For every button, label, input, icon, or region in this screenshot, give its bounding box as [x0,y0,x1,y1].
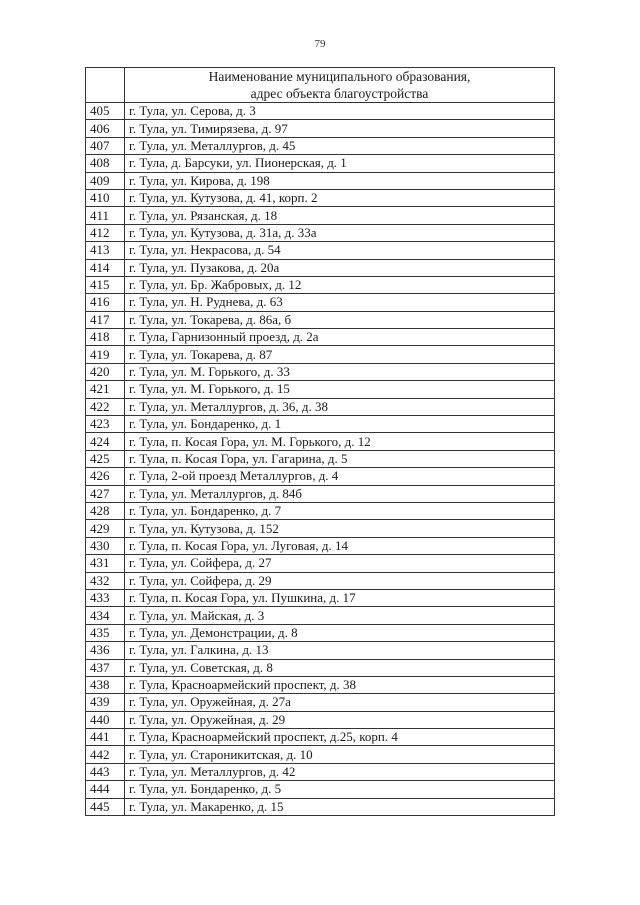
row-address: г. Тула, п. Косая Гора, ул. Луговая, д. 14 [125,537,555,554]
row-address: г. Тула, ул. Староникитская, д. 10 [125,746,555,763]
row-address: г. Тула, Красноармейский проспект, д. 38 [125,676,555,693]
row-address: г. Тула, ул. Н. Руднева, д. 63 [125,294,555,311]
row-number: 413 [86,242,125,259]
row-number: 436 [86,642,125,659]
row-number: 414 [86,259,125,276]
table-row [86,537,555,554]
table-row [86,398,555,415]
row-address: г. Тула, ул. М. Горького, д. 33 [125,363,555,380]
table-row [86,242,555,259]
row-address: г. Тула, Гарнизонный проезд, д. 2а [125,329,555,346]
table-row [86,502,555,519]
row-address: г. Тула, ул. Кирова, д. 198 [125,172,555,189]
row-address: г. Тула, п. Косая Гора, ул. Гагарина, д. 5 [125,450,555,467]
row-number: 423 [86,416,125,433]
row-address: г. Тула, ул. Бондаренко, д. 7 [125,502,555,519]
header-line-1: Наименование муниципального образования, [208,69,471,84]
row-address: г. Тула, ул. Бондаренко, д. 5 [125,781,555,798]
row-number: 408 [86,155,125,172]
table-row [86,450,555,467]
row-address: г. Тула, ул. Кутузова, д. 152 [125,520,555,537]
row-number: 419 [86,346,125,363]
header-line-2: адрес объекта благоустройства [250,86,429,101]
row-address: г. Тула, ул. Советская, д. 8 [125,659,555,676]
row-number: 439 [86,694,125,711]
row-address: г. Тула, 2-ой проезд Металлургов, д. 4 [125,468,555,485]
header-row [86,68,555,103]
table-row [86,798,555,815]
table-row [86,468,555,485]
table-row [86,746,555,763]
row-number: 441 [86,729,125,746]
row-address: г. Тула, ул. Металлургов, д. 45 [125,137,555,154]
row-address: г. Тула, п. Косая Гора, ул. М. Горького, д. 12 [125,433,555,450]
row-address: г. Тула, ул. Майская, д. 3 [125,607,555,624]
table-row [86,520,555,537]
table-header [86,68,555,103]
table-body [86,103,555,816]
table-row [86,363,555,380]
table-row [86,207,555,224]
table-row [86,120,555,137]
table-row [86,659,555,676]
row-address: г. Тула, ул. Металлургов, д. 36, д. 38 [125,398,555,415]
table-row [86,694,555,711]
header-title-cell [125,68,555,103]
row-number: 420 [86,363,125,380]
table-row [86,137,555,154]
row-number: 443 [86,763,125,780]
table-row [86,711,555,728]
row-number: 416 [86,294,125,311]
table-row [86,189,555,206]
row-number: 427 [86,485,125,502]
table-row [86,433,555,450]
row-address: г. Тула, ул. Макаренко, д. 15 [125,798,555,815]
row-address: г. Тула, ул. Галкина, д. 13 [125,642,555,659]
table-row [86,763,555,780]
row-number: 428 [86,502,125,519]
table-row [86,172,555,189]
row-address: г. Тула, ул. М. Горького, д. 15 [125,381,555,398]
row-address: г. Тула, ул. Оружейная, д. 29 [125,711,555,728]
row-address: г. Тула, д. Барсуки, ул. Пионерская, д. 1 [125,155,555,172]
row-number: 412 [86,224,125,241]
row-number: 425 [86,450,125,467]
row-number: 418 [86,329,125,346]
row-number: 445 [86,798,125,815]
table-row [86,329,555,346]
row-address: г. Тула, ул. Пузакова, д. 20а [125,259,555,276]
row-address: г. Тула, ул. Некрасова, д. 54 [125,242,555,259]
table-row [86,624,555,641]
table-row [86,381,555,398]
row-address: г. Тула, Красноармейский проспект, д.25, корп. 4 [125,729,555,746]
table-row [86,781,555,798]
row-number: 440 [86,711,125,728]
table-row [86,485,555,502]
row-address: г. Тула, ул. Оружейная, д. 27а [125,694,555,711]
row-address: г. Тула, ул. Токарева, д. 87 [125,346,555,363]
row-number: 444 [86,781,125,798]
table-row [86,103,555,120]
row-number: 422 [86,398,125,415]
row-number: 406 [86,120,125,137]
row-address: г. Тула, ул. Сойфера, д. 27 [125,555,555,572]
row-number: 405 [86,103,125,120]
row-number: 415 [86,276,125,293]
table-row [86,555,555,572]
row-address: г. Тула, ул. Металлургов, д. 42 [125,763,555,780]
row-address: г. Тула, ул. Токарева, д. 86а, б [125,311,555,328]
row-address: г. Тула, ул. Демонстрации, д. 8 [125,624,555,641]
table-row [86,294,555,311]
header-num-cell [86,68,125,103]
row-number: 438 [86,676,125,693]
table-row [86,676,555,693]
table-row [86,416,555,433]
row-number: 431 [86,555,125,572]
row-number: 430 [86,537,125,554]
row-address: г. Тула, ул. Кутузова, д. 41, корп. 2 [125,189,555,206]
row-number: 432 [86,572,125,589]
row-address: г. Тула, ул. Кутузова, д. 31а, д. 33а [125,224,555,241]
row-number: 435 [86,624,125,641]
table-row [86,155,555,172]
row-number: 429 [86,520,125,537]
row-number: 434 [86,607,125,624]
table-row [86,607,555,624]
table-row [86,729,555,746]
row-address: г. Тула, ул. Тимирязева, д. 97 [125,120,555,137]
table-row [86,642,555,659]
table-row [86,589,555,606]
row-number: 411 [86,207,125,224]
row-number: 417 [86,311,125,328]
table-row [86,572,555,589]
row-number: 442 [86,746,125,763]
row-address: г. Тула, п. Косая Гора, ул. Пушкина, д. 17 [125,589,555,606]
table-row [86,259,555,276]
row-number: 433 [86,589,125,606]
row-number: 421 [86,381,125,398]
table-row [86,276,555,293]
row-number: 437 [86,659,125,676]
row-address: г. Тула, ул. Серова, д. 3 [125,103,555,120]
row-number: 410 [86,189,125,206]
row-address: г. Тула, ул. Сойфера, д. 29 [125,572,555,589]
row-address: г. Тула, ул. Бондаренко, д. 1 [125,416,555,433]
row-address: г. Тула, ул. Рязанская, д. 18 [125,207,555,224]
row-number: 407 [86,137,125,154]
table-row [86,311,555,328]
address-table [85,67,555,816]
row-address: г. Тула, ул. Металлургов, д. 84б [125,485,555,502]
table-row [86,224,555,241]
table-row [86,346,555,363]
row-number: 409 [86,172,125,189]
row-number: 424 [86,433,125,450]
row-number: 426 [86,468,125,485]
page-number: 79 [314,38,326,50]
row-address: г. Тула, ул. Бр. Жабровых, д. 12 [125,276,555,293]
